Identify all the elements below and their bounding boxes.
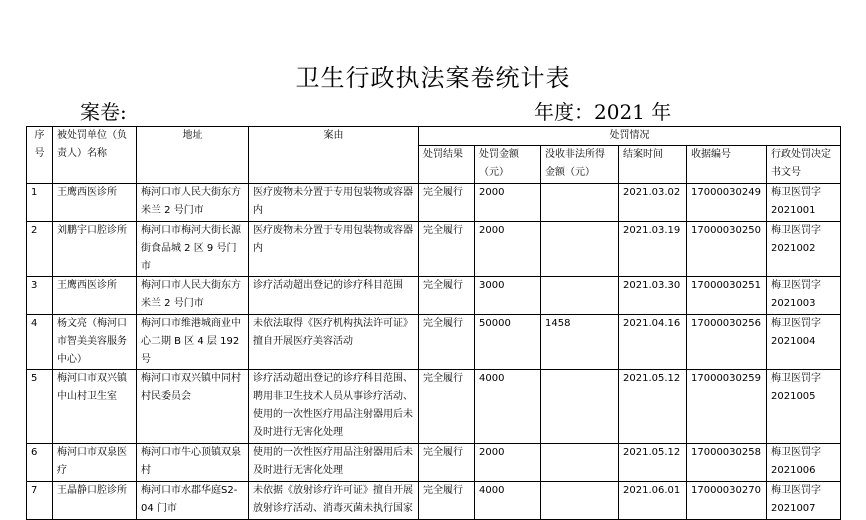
cell-confiscation [541,184,619,222]
header-unit: 被处罚单位（负责人）名称 [53,127,137,184]
cell-receipt: 17000030270 [687,482,767,520]
cell-amount: 2000 [475,444,541,482]
cell-unit: 王鹰西医诊所 [53,184,137,222]
cell-address: 梅河口市梅河大街长源街食品城 2 区 9 号门市 [137,222,249,277]
cell-seq: 3 [27,277,53,315]
table-row [27,222,841,277]
cell-doc-no: 梅卫医罚字2021007 [767,482,841,520]
case-statistics-table [26,126,841,520]
cell-amount: 50000 [475,315,541,370]
table-row [27,370,841,444]
cell-receipt: 17000030258 [687,444,767,482]
header-close-time: 结案时间 [619,146,687,184]
cell-doc-no: 梅卫医罚字2021001 [767,184,841,222]
header-address: 地址 [137,127,249,184]
cell-address: 梅河口市人民大街东方米兰 2 号门市 [137,184,249,222]
cell-confiscation [541,370,619,444]
document-title: 卫生行政执法案卷统计表 [295,64,571,92]
cell-close-time: 2021.04.16 [619,315,687,370]
cell-result: 完全履行 [419,222,475,277]
header-doc-no: 行政处罚决定书文号 [767,146,841,184]
cell-confiscation: 1458 [541,315,619,370]
cell-amount: 2000 [475,222,541,277]
cell-doc-no: 梅卫医罚字2021005 [767,370,841,444]
cell-receipt: 17000030249 [687,184,767,222]
header-penalty-group: 处罚情况 [419,127,841,146]
year-label: 年度：2021 年 [534,100,672,124]
cell-reason: 医疗废物未分置于专用包装物或容器内 [249,184,419,222]
cell-close-time: 2021.03.30 [619,277,687,315]
cell-amount: 2000 [475,184,541,222]
cell-result: 完全履行 [419,315,475,370]
header-amount: 处罚金额（元） [475,146,541,184]
cell-confiscation [541,444,619,482]
cell-receipt: 17000030251 [687,277,767,315]
case-label: 案卷: [80,100,127,124]
cell-reason: 未依据《放射诊疗许可证》擅自开展放射诊疗活动、消毒灭菌未执行国家 [249,482,419,520]
cell-unit: 杨文亮（梅河口市智美美容服务中心） [53,315,137,370]
cell-receipt: 17000030259 [687,370,767,444]
table-row [27,184,841,222]
cell-confiscation [541,277,619,315]
header-confiscation: 没收非法所得金额（元） [541,146,619,184]
cell-close-time: 2021.05.12 [619,444,687,482]
table-row [27,444,841,482]
cell-doc-no: 梅卫医罚字2021003 [767,277,841,315]
cell-reason: 未依法取得《医疗机构执法许可证》擅自开展医疗美容活动 [249,315,419,370]
cell-amount: 4000 [475,370,541,444]
cell-seq: 2 [27,222,53,277]
cell-unit: 王鹰西医诊所 [53,277,137,315]
cell-confiscation [541,222,619,277]
cell-doc-no: 梅卫医罚字2021006 [767,444,841,482]
cell-unit: 王晶静口腔诊所 [53,482,137,520]
cell-address: 梅河口市牛心顶镇双泉村 [137,444,249,482]
cell-unit: 梅河口市双泉医疗 [53,444,137,482]
cell-seq: 6 [27,444,53,482]
cell-receipt: 17000030250 [687,222,767,277]
cell-doc-no: 梅卫医罚字2021004 [767,315,841,370]
cell-seq: 5 [27,370,53,444]
cell-amount: 3000 [475,277,541,315]
cell-address: 梅河口市人民大街东方米兰 2 号门市 [137,277,249,315]
cell-close-time: 2021.06.01 [619,482,687,520]
cell-result: 完全履行 [419,482,475,520]
cell-reason: 使用的一次性医疗用品注射器用后未及时进行无害化处理 [249,444,419,482]
cell-address: 梅河口市维港城商业中心二期 B 区 4 层 192 号 [137,315,249,370]
cell-reason: 医疗废物未分置于专用包装物或容器内 [249,222,419,277]
cell-unit: 刘鹏宇口腔诊所 [53,222,137,277]
cell-address: 梅河口市水郡华庭S2-04 门市 [137,482,249,520]
cell-result: 完全履行 [419,184,475,222]
cell-unit: 梅河口市双兴镇中山村卫生室 [53,370,137,444]
cell-reason: 诊疗活动超出登记的诊疗科目范围、聘用非卫生技术人员从事诊疗活动、使用的一次性医疗用品注射器用后未及时进行无害化处理 [249,370,419,444]
cell-reason: 诊疗活动超出登记的诊疗科目范围 [249,277,419,315]
cell-amount: 4000 [475,482,541,520]
table-row [27,482,841,520]
cell-seq: 7 [27,482,53,520]
cell-confiscation [541,482,619,520]
cell-close-time: 2021.05.12 [619,370,687,444]
cell-result: 完全履行 [419,370,475,444]
cell-close-time: 2021.03.19 [619,222,687,277]
cell-close-time: 2021.03.02 [619,184,687,222]
header-receipt: 收据编号 [687,146,767,184]
cell-doc-no: 梅卫医罚字2021002 [767,222,841,277]
cell-seq: 1 [27,184,53,222]
table-row [27,315,841,370]
cell-receipt: 17000030256 [687,315,767,370]
table-row [27,277,841,315]
cell-address: 梅河口市双兴镇中同村村民委员会 [137,370,249,444]
header-reason: 案由 [249,127,419,184]
header-seq: 序号 [27,127,53,184]
cell-result: 完全履行 [419,444,475,482]
header-result: 处罚结果 [419,146,475,184]
cell-seq: 4 [27,315,53,370]
cell-result: 完全履行 [419,277,475,315]
